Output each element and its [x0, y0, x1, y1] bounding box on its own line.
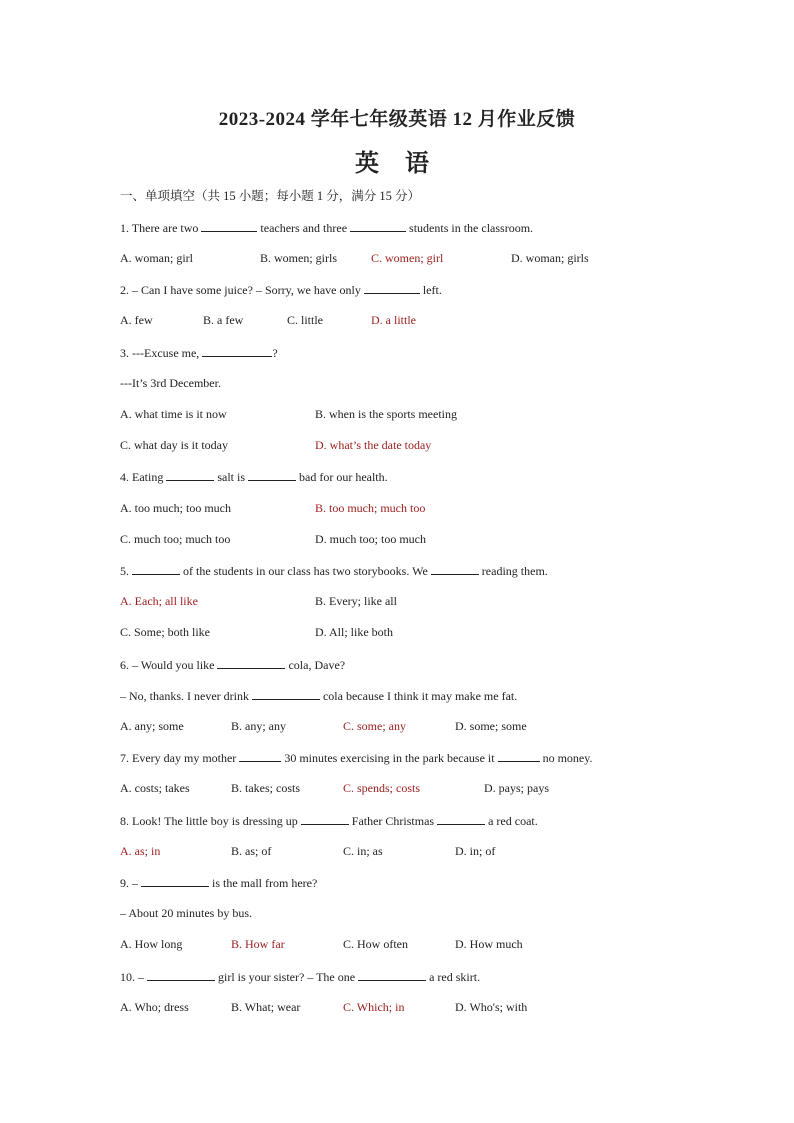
question-1-option-a: A. woman; girl	[120, 251, 193, 265]
question-2-stem: 2. – Can I have some juice? – Sorry, we have only left.	[120, 283, 442, 297]
question-1-option-c: C. women; girl	[371, 251, 444, 265]
question-2-option-a: A. few	[120, 313, 153, 327]
question-9-option-c: C. How often	[343, 937, 408, 951]
question-3-option-a: A. what time is it now	[120, 407, 227, 421]
answer-blank	[301, 813, 349, 825]
answer-blank	[239, 750, 281, 762]
answer-blank	[201, 220, 257, 232]
question-2-option-c: C. little	[287, 313, 323, 327]
answer-blank	[141, 875, 209, 887]
question-2-option-d: D. a little	[371, 313, 416, 327]
subject-title: 英 语	[355, 151, 439, 177]
question-3-reply: ---It’s 3rd December.	[120, 376, 221, 390]
page-title: 2023-2024 学年七年级英语 12 月作业反馈	[218, 109, 576, 130]
question-5-stem: 5. of the students in our class has two storybooks. We reading them.	[120, 564, 548, 578]
answer-blank	[364, 282, 420, 294]
question-5-option-a: A. Each; all like	[120, 594, 198, 608]
question-8-stem: 8. Look! The little boy is dressing up Father Christmas a red coat.	[120, 814, 538, 828]
answer-blank	[217, 657, 285, 669]
question-6-option-c: C. some; any	[343, 719, 406, 733]
question-8-option-d: D. in; of	[455, 844, 496, 858]
question-5-option-b: B. Every; like all	[315, 594, 397, 608]
question-6-option-a: A. any; some	[120, 719, 184, 733]
question-7-option-c: C. spends; costs	[343, 781, 421, 795]
answer-blank	[358, 969, 426, 981]
question-4-stem: 4. Eating salt is bad for our health.	[120, 470, 388, 484]
question-3-option-b: B. when is the sports meeting	[315, 407, 457, 421]
question-6-reply: – No, thanks. I never drink cola because I think it may make me fat.	[120, 689, 518, 703]
question-9-option-b: B. How far	[231, 937, 285, 951]
answer-blank	[166, 469, 214, 481]
question-2-option-b: B. a few	[203, 313, 244, 327]
answer-blank	[431, 563, 479, 575]
question-1-option-d: D. woman; girls	[511, 251, 589, 265]
question-4-option-b: B. too much; much too	[315, 501, 426, 515]
answer-blank	[132, 563, 180, 575]
answer-blank	[498, 750, 540, 762]
question-9-stem: 9. – is the mall from here?	[120, 876, 318, 890]
question-6-option-b: B. any; any	[231, 719, 286, 733]
question-5-option-c: C. Some; both like	[120, 625, 210, 639]
question-6-option-d: D. some; some	[455, 719, 527, 733]
answer-blank	[350, 220, 406, 232]
question-9-option-d: D. How much	[455, 937, 523, 951]
question-3-option-c: C. what day is it today	[120, 438, 228, 452]
answer-blank	[147, 969, 215, 981]
question-9-option-a: A. How long	[120, 937, 183, 951]
question-1-option-b: B. women; girls	[260, 251, 337, 265]
question-10-stem: 10. – girl is your sister? – The one a red skirt.	[120, 970, 481, 984]
question-8-option-c: C. in; as	[343, 844, 383, 858]
question-5-option-d: D. All; like both	[315, 625, 393, 639]
answer-blank	[437, 813, 485, 825]
question-7-option-a: A. costs; takes	[120, 781, 190, 795]
question-9-reply: – About 20 minutes by bus.	[120, 906, 253, 920]
question-4-option-d: D. much too; too much	[315, 532, 426, 546]
question-10-option-c: C. Which; in	[343, 1000, 405, 1014]
question-8-option-b: B. as; of	[231, 844, 272, 858]
question-7-option-b: B. takes; costs	[231, 781, 300, 795]
answer-blank	[248, 469, 296, 481]
question-10-option-a: A. Who; dress	[120, 1000, 189, 1014]
question-3-option-d: D. what’s the date today	[315, 438, 432, 452]
question-4-option-a: A. too much; too much	[120, 501, 231, 515]
question-8-option-a: A. as; in	[120, 844, 161, 858]
section-heading: 一、单项填空（共 15 小题；每小题 1 分，满分 15 分）	[120, 189, 421, 203]
question-3-stem: 3. ---Excuse me, ?	[120, 346, 278, 360]
question-4-option-c: C. much too; much too	[120, 532, 231, 546]
answer-blank	[202, 345, 272, 357]
question-6-stem: 6. – Would you like cola, Dave?	[120, 658, 346, 672]
question-10-option-b: B. What; wear	[231, 1000, 301, 1014]
answer-blank	[252, 688, 320, 700]
question-7-stem: 7. Every day my mother 30 minutes exercising in the park because it no money.	[120, 751, 593, 765]
question-1-stem: 1. There are two teachers and three students in the classroom.	[120, 221, 534, 235]
question-10-option-d: D. Who's; with	[455, 1000, 528, 1014]
question-7-option-d: D. pays; pays	[484, 781, 549, 795]
